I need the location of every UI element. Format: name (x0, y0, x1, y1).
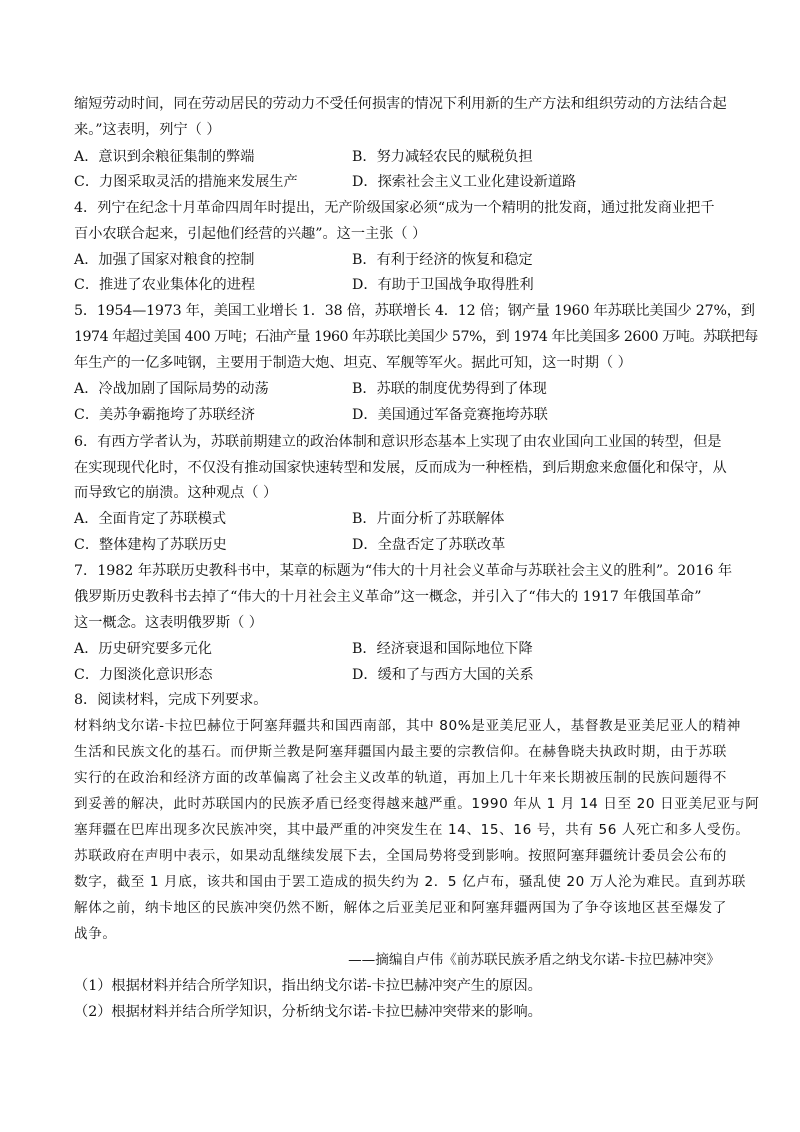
q5-option-b: B．苏联的制度优势得到了体现 (352, 381, 547, 397)
q3-option-a: A．意识到余粮征集制的弊端 (74, 149, 255, 165)
q4-option-b: B．有利于经济的恢复和稳定 (352, 252, 533, 268)
q4-option-a: A．加强了国家对粮食的控制 (74, 252, 255, 268)
q5-option-a: A．冷战加剧了国际局势的动荡 (74, 381, 269, 397)
q5-stem-line-1: 5．1954—1973 年，美国工业增长 1．38 倍，苏联增长 4．12 倍；钢产量 1960 年苏联比美国少 27%，到 (74, 303, 755, 319)
q8-subquestion-1: （1）根据材料并结合所学知识，指出纳戈尔诺-卡拉巴赫冲突产生的原因。 (74, 978, 542, 994)
q7-stem-line-1: 7．1982 年苏联历史教科书中，某章的标题为“伟大的十月社会义革命与苏联社会主义的胜利”。2016 年 (74, 563, 733, 579)
q4-stem-line-1: 4．列宁在纪念十月革命四周年时提出，无产阶级国家必须“成为一个精明的批发商，通过批发商业把千 (74, 200, 715, 216)
q7-option-a: A．历史研究要多元化 (74, 641, 212, 657)
q3-stem-line-2: 来。”这表明，列宁（ ） (74, 122, 221, 138)
q6-stem-line-2: 在实现现代化时，不仅没有推动国家快速转型和发展，反而成为一种桎梏，到后期愈来愈僵化和保守，从 (74, 460, 727, 476)
q4-option-d: D．有助于卫国战争取得胜利 (352, 277, 534, 293)
q4-option-c: C．推进了农业集体化的进程 (74, 277, 256, 293)
q6-option-a: A．全面肯定了苏联模式 (74, 511, 227, 527)
q6-stem-line-3: 而导致它的崩溃。这种观点（ ） (74, 485, 278, 501)
q3-option-c: C．力图采取灵活的措施来发展生产 (74, 174, 298, 190)
q8-material-line-7: 数字，截至 1 月底，该共和国由于罢工造成的损失约为 2．5 亿卢布，骚乱使 20 万人沦为难民。直到苏联 (74, 874, 746, 890)
q8-material-line-9: 战争。 (74, 926, 117, 942)
q7-option-b: B．经济衰退和国际地位下降 (352, 641, 533, 657)
q3-option-d: D．探索社会主义工业化建设新道路 (352, 174, 577, 190)
q8-stem: 8．阅读材料，完成下列要求。 (74, 692, 268, 708)
q3-option-b: B．努力减轻农民的赋税负担 (352, 149, 533, 165)
q5-stem-line-2: 1974 年超过美国 400 万吨；石油产量 1960 年苏联比美国少 57%，到 1974 年比美国多 2600 万吨。苏联把每 (74, 329, 758, 345)
q3-stem-line-1: 缩短劳动时间，同在劳动居民的劳动力不受任何损害的情况下利用新的生产方法和组织劳动的方法结合起 (74, 96, 727, 112)
q6-option-d: D．全盘否定了苏联改革 (352, 537, 506, 553)
q8-subquestion-2: （2）根据材料并结合所学知识，分析纳戈尔诺-卡拉巴赫冲突带来的影响。 (74, 1004, 542, 1020)
q8-material-line-5: 塞拜疆在巴库出现多次民族冲突，其中最严重的冲突发生在 14、15、16 号，共有 56 人死亡和多人受伤。 (74, 822, 750, 838)
q5-option-d: D．美国通过军备竞赛拖垮苏联 (352, 407, 548, 423)
q8-material-line-2: 生活和民族文化的基石。而伊斯兰教是阿塞拜疆国内最主要的宗教信仰。在赫鲁晓夫执政时期，由于苏联 (74, 744, 727, 760)
q8-material-line-8: 解体之前，纳卡地区的民族冲突仍然不断，解体之后亚美尼亚和阿塞拜疆两国为了争夺该地区甚至爆发了 (74, 900, 727, 916)
q7-stem-line-2: 俄罗斯历史教科书去掉了“伟大的十月社会主义革命”这一概念，并引入了“伟大的 1917 年俄国革命” (74, 589, 702, 605)
q8-material-line-3: 实行的在政治和经济方面的改革偏离了社会主义改革的轨道，再加上几十年来长期被压制的民族问题得不 (74, 770, 727, 786)
q6-stem-line-1: 6．有西方学者认为，苏联前期建立的政治体制和意识形态基本上实现了由农业国向工业国的转型，但是 (74, 434, 722, 450)
q8-material-line-6: 苏联政府在声明中表示，如果动乱继续发展下去，全国局势将受到影响。按照阿塞拜疆统计委员会公布的 (74, 848, 727, 864)
q6-option-b: B．片面分析了苏联解体 (352, 511, 505, 527)
q8-material-line-1: 材料纳戈尔诺-卡拉巴赫位于阿塞拜疆共和国西南部，其中 80%是亚美尼亚人，基督教是亚美尼亚人的精神 (74, 718, 741, 734)
q5-stem-line-3: 年生产的一亿多吨钢，主要用于制造大炮、坦克、军舰等军火。据此可知，这一时期（ ） (74, 355, 632, 371)
q5-option-c: C．美苏争霸拖垮了苏联经济 (74, 407, 256, 423)
q7-option-c: C．力图淡化意识形态 (74, 667, 213, 683)
q7-option-d: D．缓和了与西方大国的关系 (352, 667, 534, 683)
q4-stem-line-2: 百小农联合起来，引起他们经营的兴趣”。这一主张（ ） (74, 226, 427, 242)
q6-option-c: C．整体建构了苏联历史 (74, 537, 227, 553)
q8-material-line-4: 到妥善的解决，此时苏联国内的民族矛盾已经变得越来越严重。1990 年从 1 月 14 日至 20 日亚美尼亚与阿 (74, 796, 760, 812)
q7-stem-line-3: 这一概念。这表明俄罗斯（ ） (74, 615, 263, 631)
q8-source-citation: ——摘编自卢伟《前苏联民族矛盾之纳戈尔诺-卡拉巴赫冲突》 (348, 952, 720, 968)
